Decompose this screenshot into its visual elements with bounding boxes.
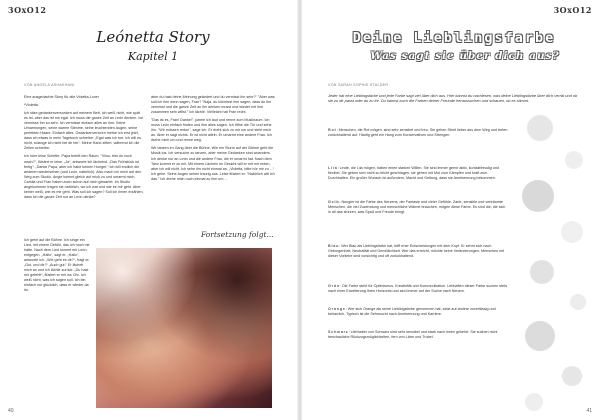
color-name: Grün: [328, 284, 341, 288]
color-text: Menschen, die Rot mögen, sind sehr sensibel und treu. Sie gehen Streit lieber aus dem Weg und treten zurückhaltend auf. Häufig geht ein Hang zum Konservativen und Strengen.: [328, 128, 508, 137]
story-paragraph: Eine ausgedachte Story für alle Violetta-Lover: [24, 95, 99, 99]
color-entry-gruen: Grün: Die Farbe steht für Optimismus, Kreativität und Kommunikation. Lebhaften dieser Farbe suchen stets nach einer Erweiterung ihres Horizonts und sind immer auf der Suche nach Neuem.: [328, 284, 508, 293]
color-name: Lila: [328, 166, 338, 170]
story-paragraph: Ich höre leise Schritte. Papa betritt den Raum. "Viluu, bist du noch wach?", flüstert er leise. „Ja“, antworte ich lächelnd. „Das Frühstück ist fertig“. „Danke Papa, aber ich habe keinen Hunger.“ Ich will endlich die anderen wiedersehen (und León, natürlich). Also mach ich mich auf den Weg zum Studio. Angie kommt gleich auf mich zu und umarmt mich. Camila und Fran haben auch schon auf mich gewartet. Im Studio angekommen fragen sie natürlich, wo ich war und wie es mir geht. Aber keiner weiß, wie es mir geht. Was soll ich sagen? Soll ich ihnen erzählen, dass ich die ganze Zeit nur an León denke?: [24, 154, 144, 199]
page-number-left: 40: [8, 408, 14, 414]
story-paragraph: *Violetta:: [24, 103, 39, 108]
color-text: Neugier ist die Farbe des Herzens, der Fantasie und vieler Gefühle. Zarte, sensible und verträumte Menschen, die viel Zuwendung und menschliche Wärme brauchen, mögen diese Farbe. Es sind die, die sich in all das stürzen, was Spaß und Freude bringt.: [328, 200, 506, 214]
story-paragraph: Wir tanzen im Gang über die Bühne. Wie ein Sturm auf der Bühne geht die Musik los. Ich versuche zu tanzen, aber meine Gedanken sind woanders. Ich denke nur an León und die andere Frau, die er umarmt hat. Nach dem Tanz kommt er zu mir. Mit einem Lächeln im Gesicht will er mit mir reden, aber ich will nicht. Ich sehe ihn nicht einmal an. „Violetta, bitte hör mir zu ...“ Ich gehe. Seine Augen sehen traurig aus. Leise flüstert er: "Natürlich will ich das." Ich drehe mich noch einmal zu ihm um ...: [151, 146, 275, 181]
decor-circle: [522, 180, 554, 212]
decor-circle: [527, 115, 553, 141]
color-entry-blau: Blau: Wer Blau als Lieblingsfarbe hat, trifft eher Entscheidungen mit dem Kopf. Er sehnt sich nach Geborgenheit, Neutralität und Gemütlichkeit. Wer das erreicht, möchte keine Veränderungen. Menschen mit dieser Vorliebe sind vorsichtig und oft zurückhaltend.: [328, 244, 504, 258]
article-byline: VON SARAH SOPHIE STALDER: [328, 83, 389, 87]
story-paragraph: "Das ist es, Fran! Danke!", jubele ich laut und renne zum Musikraum. Ich muss León einfach finden und ihm alles sagen. Ich öffne die Tür und sehe ihn. "Wir müssen reden", sage ich. Er dreht sich zu mir um und sieht mich an. Aber er sagt nichts. Er ist nicht allein. Er umarmt eine andere Frau. Ich drehe mich um und renne weg.: [151, 118, 272, 143]
color-name: Orange: [328, 307, 346, 311]
article-title: Deine Lieblingsfarbe: [352, 30, 556, 46]
story-title: Leónetta Story: [96, 28, 210, 46]
decor-circle: [525, 321, 555, 351]
decor-circle: [561, 221, 583, 243]
decor-circle: [565, 151, 583, 169]
color-text: Liebhaber von Schwarz sind sehr sensibel und stark nach innen gekehrt. Sie suchen nicht beschauliche Rückzugsmöglichkeiten, fern von Lärm und Trubel.: [328, 330, 498, 339]
color-name: Blau: [328, 244, 340, 248]
article-subtitle: Was sagt sie über dich aus?: [370, 50, 560, 62]
color-name: Gelb: [328, 200, 340, 204]
color-entry-gelb: Gelb: Neugier ist die Farbe des Herzens, der Fantasie und vieler Gefühle. Zarte, sensible und verträumte Menschen, die viel Zuwendung und menschliche Wärme brauchen, mögen diese Farbe. Es sind die, die sich in all das stürzen, was Spaß und Freude bringt.: [328, 200, 506, 214]
color-entry-orange: Orange: Wer sich Orange als seine Lieblingsfarbe genommen hat, setzt auf andere zuverlässig und beharrlich. Typisch ist die Sehnsucht nach Anerkennung und Karriere.: [328, 307, 496, 316]
decor-circle: [525, 393, 543, 411]
continued-label: Fortsetzung folgt...: [201, 230, 274, 239]
color-name: Rot: [328, 128, 337, 132]
color-text: Die Farbe steht für Optimismus, Kreativität und Kommunikation. Lebhaften dieser Farbe suchen stets nach einer Erweiterung ihres Horizonts und sind immer auf der Suche nach Neuem.: [328, 284, 508, 293]
color-entry-rot: Rot: Menschen, die Rot mögen, sind sehr sensibel und treu. Sie gehen Streit lieber aus dem Weg und treten zurückhaltend auf. Häufig geht ein Hang zum Konservativen und Strengen.: [328, 128, 508, 137]
page-number-right: 41: [586, 408, 592, 414]
article-intro: Jeder hat eine Lieblingsfarbe und jede Farbe sagt viel über dich aus. Hier kannst du nachlesen, was deine Lieblingsfarbe über dich verrät und ob sie zu dir passt oder du zu ihr. Du kannst auch die Farben deiner Freunde heraussuchen und schauen, ob es stimmt.: [328, 93, 578, 104]
color-text: Leute, die Lila mögen, haben einen starken Willen. Sie sind immer gerne aktiv, kontaktfreudig und flexibel. Sie geben sich nicht so leicht geschlagen, sie gehen mit Mut zum Kämpfen und kraft zum Durchhalten. Ein großer Wunsch ist außerdem, Macht und Geltung, dass sie Anerkennung bekommen.: [328, 166, 500, 180]
story-paragraph: aber du hast deine Meinung geändert und du vermisst ihn sehr?" "Aber was soll ich ihm denn sagen, Fran? "Naja, du könntest ihm sagen, dass du ihn vermisst und die ganze Zeit an ihn denken musst und wieder mit ihm zusammen sein willst." Ich lächle. Vielleicht hat Fran recht.: [151, 95, 275, 115]
story-paragraph: Ich sitze gedankenversunken auf meinem Bett. Ich weiß nicht, wie spät es ist, aber das ist mir egal. Ich muss die ganze Zeit an León denken. Ich vermisse ihn so sehr. Ich vermisse einfach alles an ihm: Seine Umarmungen, seine warme Stimme, seine leuchtenden Augen, seine perfekten Haare. Einfach alles. Gedankenverloren merke ich erst jetzt, dass ich etwas in mein Tagebuch schreibe: „Egal was ich tue, ich will es nicht, solange ich nicht bei dir bin“. Meine Hand zittert, während ich die Zeilen schreibe.: [24, 111, 144, 151]
color-name: Schwarz: [328, 330, 349, 334]
brand-logo-left: 3OxO12: [8, 5, 47, 15]
color-entry-schwarz: Schwarz: Liebhaber von Schwarz sind sehr sensibel und stark nach innen gekehrt. Sie suchen nicht beschauliche Rückzugsmöglichkeiten, fern von Lärm und Trubel.: [328, 330, 498, 339]
brand-logo-right: 3OxO12: [553, 5, 592, 15]
color-entry-lila: Lila: Leute, die Lila mögen, haben einen starken Willen. Sie sind immer gerne aktiv, kontaktfreudig und flexibel. Sie geben sich nicht so leicht geschlagen, sie gehen mit Mut zum Kämpfen und kraft zum Durchhalten. Ein großer Wunsch ist außerdem, Macht und Geltung, dass sie Anerkennung bekommen.: [328, 166, 500, 180]
story-subtitle: Kapitel 1: [127, 50, 179, 63]
decor-circle: [562, 366, 582, 386]
decor-circle: [530, 260, 554, 284]
color-text: Wer Blau als Lieblingsfarbe hat, trifft eher Entscheidungen mit dem Kopf. Er sehnt sich nach Geborgenheit, Neutralität und Gemütlichkeit. Wer das erreicht, möchte keine Veränderungen. Menschen mit dieser Vorliebe sind vorsichtig und oft zurückhaltend.: [328, 244, 504, 258]
story-paragraph: Ich gehe auf die Bühne. Ich singe ein Lied, mit einem Gefühl, das ich noch nie hatte. Nach dem Lied kommt mir León entgegen. „Hallo“, sagt er. „Hallo“, antworte ich. „Wie geht es dir?“, fragt er. „Gut, und dir?“ „Auch gut.“ Er lächelt mich an und ich lächle zurück. „Du hast mir gefehlt“, flüstert er mir ins Ohr. Ich weiß nicht, was ich sagen soll. Ich bin einfach nur glücklich, dass er wieder da ist.: [24, 238, 90, 293]
story-byline: VON ANGELA ASHAKHANI: [24, 83, 75, 87]
color-text: Wer sich Orange als seine Lieblingsfarbe genommen hat, setzt auf andere zuverlässig und beharrlich. Typisch ist die Sehnsucht nach Anerkennung und Karriere.: [328, 307, 496, 316]
decor-circle: [570, 294, 586, 310]
